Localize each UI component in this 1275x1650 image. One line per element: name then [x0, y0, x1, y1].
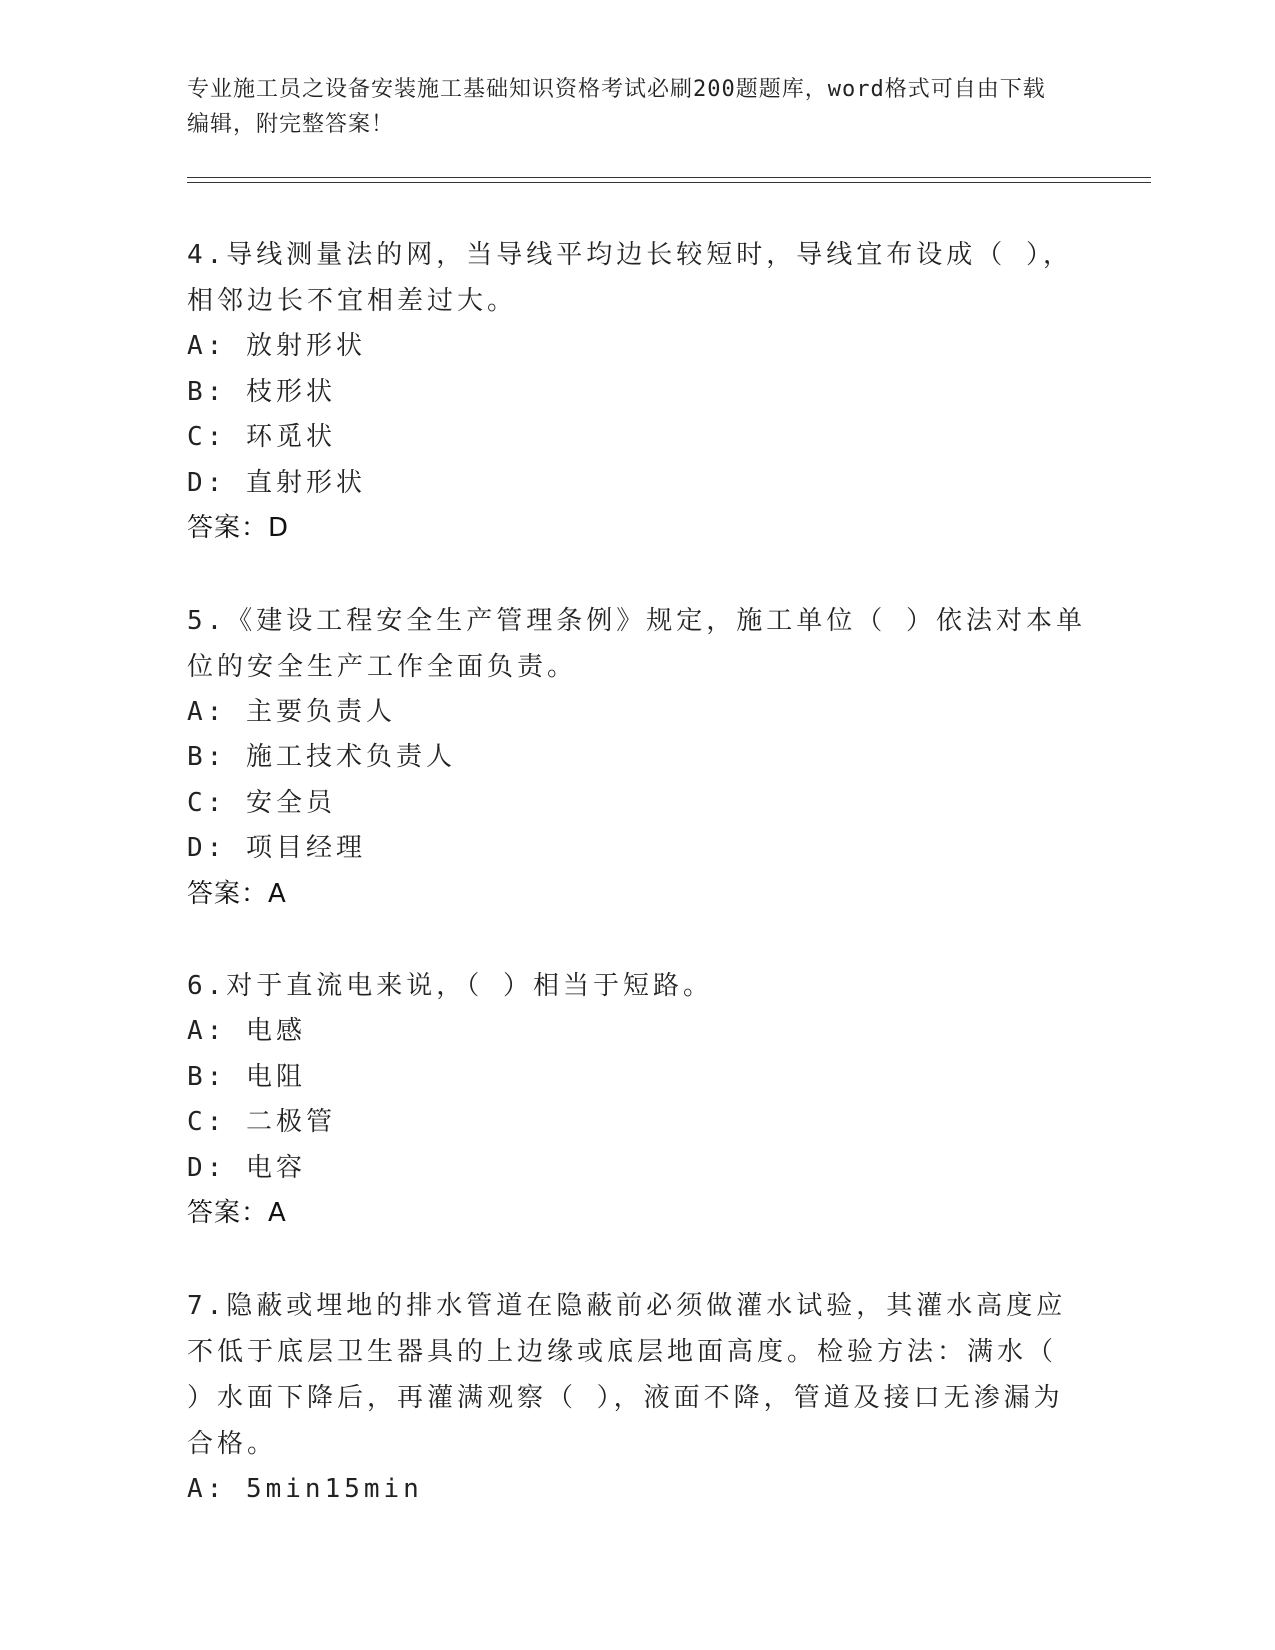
- option-c: C: 环觅状: [187, 422, 336, 452]
- question-5: [187, 598, 1087, 918]
- option-list: [187, 690, 1087, 872]
- question-6: [187, 963, 1087, 1237]
- option-b: B: 施工技术负责人: [187, 742, 456, 772]
- question-stem: 6.对于直流电来说，（ ）相当于短路。: [187, 971, 713, 1001]
- header-divider-top: [187, 177, 1151, 178]
- option-d: D: 直射形状: [187, 467, 366, 498]
- option-d: D: 项目经理: [187, 833, 366, 863]
- document-header: 专业施工员之设备安装施工基础知识资格考试必刷200题题库，word格式可自由下载编辑，附完整答案！: [187, 77, 1046, 137]
- answer-line: 答案：D: [187, 513, 290, 543]
- header-divider-bottom: [187, 182, 1151, 183]
- answer-line: 答案：A: [187, 1198, 287, 1228]
- option-list: [187, 324, 1087, 506]
- option-d: D: 电容: [187, 1152, 306, 1183]
- option-list: [187, 1467, 1087, 1513]
- option-a: A: 5min15min: [187, 1473, 423, 1504]
- option-b: B: 枝形状: [187, 376, 336, 407]
- option-b: B: 电阻: [187, 1061, 306, 1092]
- option-c: C: 安全员: [187, 787, 336, 818]
- answer-line: 答案：A: [187, 878, 287, 909]
- question-7: [187, 1283, 1087, 1513]
- question-stem: 7.隐蔽或埋地的排水管道在隐蔽前必须做灌水试验，其灌水高度应不低于底层卫生器具的上边缘或底层地面高度。检验方法：满水（ ）水面下降后，再灌满观察（ ），液面不降，管道及接口无渗漏为合格。: [187, 1290, 1067, 1459]
- option-a: A: 放射形状: [187, 331, 366, 361]
- question-stem: 5.《建设工程安全生产管理条例》规定，施工单位（ ）依法对本单位的安全生产工作全面负责。: [187, 605, 1086, 682]
- option-c: C: 二极管: [187, 1107, 336, 1137]
- option-a: A: 电感: [187, 1016, 306, 1046]
- option-a: A: 主要负责人: [187, 696, 396, 727]
- question-4: [187, 232, 1087, 552]
- question-stem: 4.导线测量法的网，当导线平均边长较短时，导线宜布设成（ ），相邻边长不宜相差过大。: [187, 240, 1073, 316]
- option-list: [187, 1009, 1087, 1191]
- question-list: [187, 232, 1087, 1558]
